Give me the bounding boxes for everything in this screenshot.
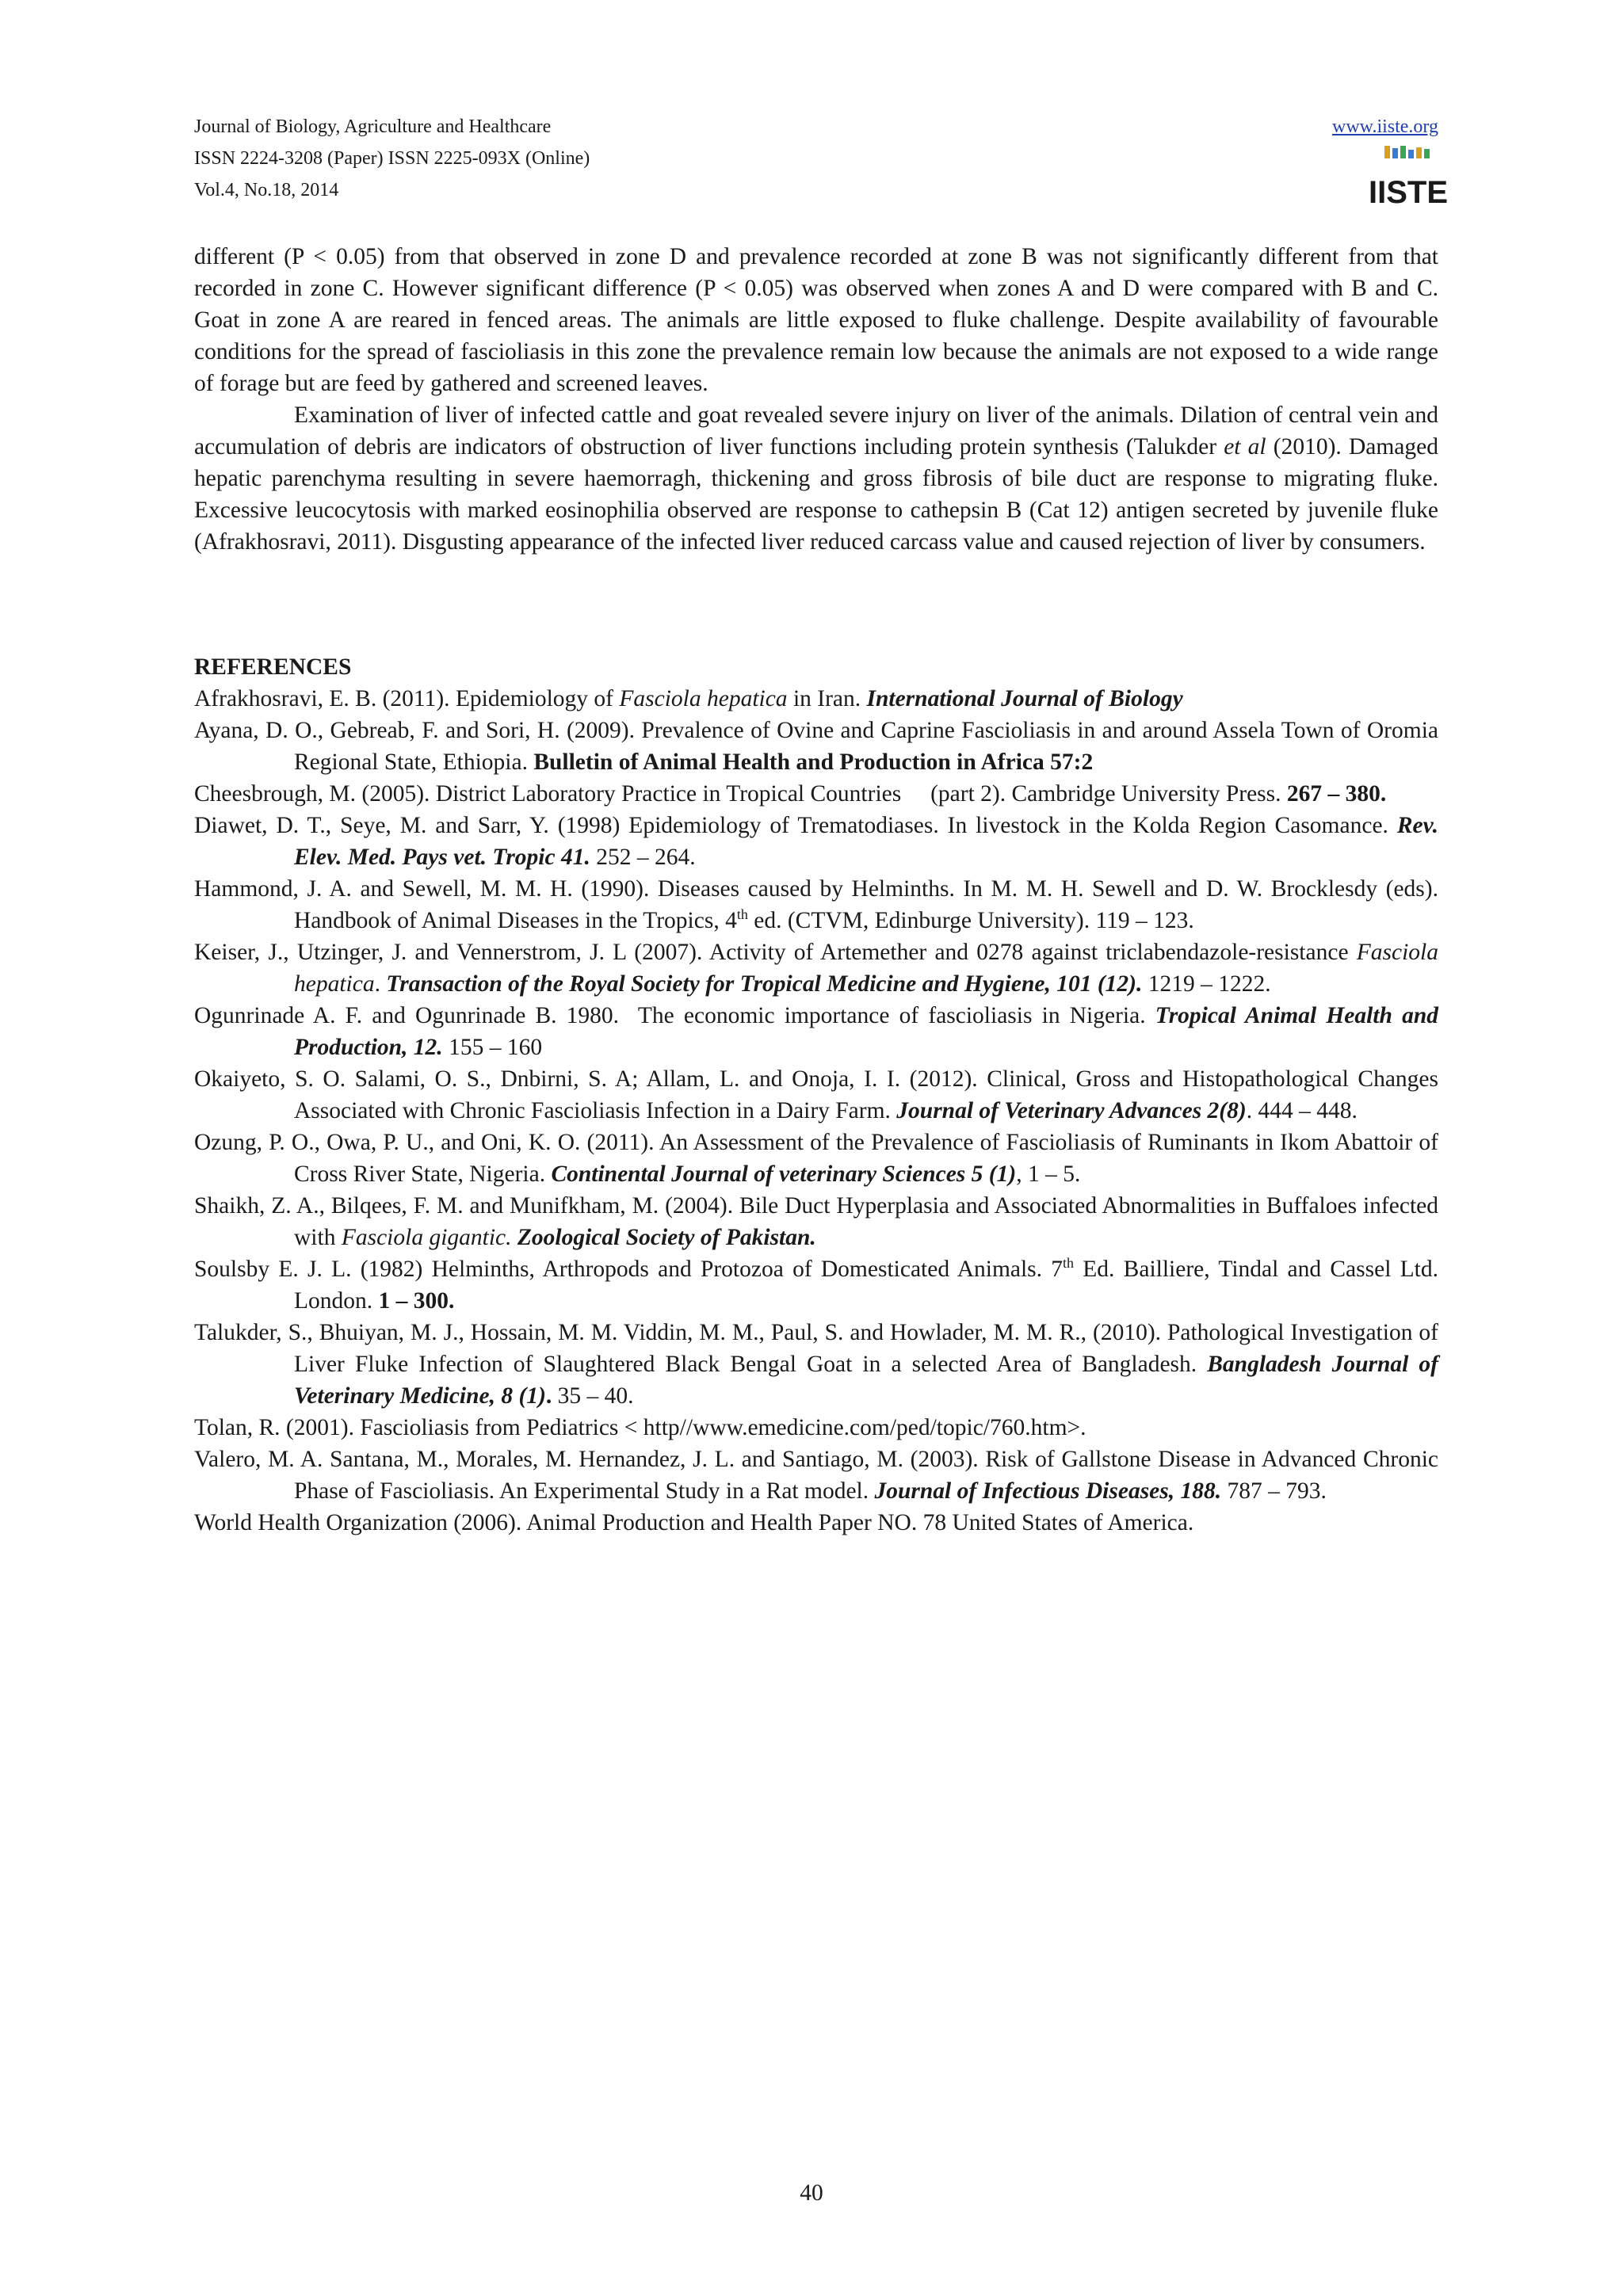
references-list (194, 683, 1438, 1539)
reference-item: Cheesbrough, M. (2005). District Laboratory Practice in Tropical Countries (part 2). Cambridge University Press. 267 – 380. (194, 781, 1387, 807)
reference-item: Ayana, D. O., Gebreab, F. and Sori, H. (2009). Prevalence of Ovine and Caprine Fascioliasis in and around Assela Town of Oromia Regional State, Ethiopia. Bulletin of Animal Health and Production in Africa 57:2 (194, 718, 1438, 775)
journal-header (194, 111, 1449, 214)
paragraph-2-part-b: (2010). Damaged hepatic parenchyma resulting in severe haemorragh, thickening and gross fibrosis of bile duct are response to migrating fluke. Excessive leucocytosis with marked eosinophilia observed are response to cathepsin B (Cat 12) antigen secreted by juvenile fluke (Afrakhosravi, 2011). Disgusting appearance of the infected liver reduced carcass value and caused rejection of liver by consumers. (194, 434, 1438, 555)
body-text (194, 241, 1438, 558)
paragraph-2-emphasis: et al (1224, 434, 1266, 460)
iiste-logo (1368, 146, 1449, 211)
reference-item: Okaiyeto, S. O. Salami, O. S., Dnbirni, S. A; Allam, L. and Onoja, I. I. (2012). Clinical, Gross and Histopathological Changes Associated with Chronic Fascioliasis Infection in a Dairy Farm. Journal of Veterinary Advances 2(8). 444 – 448. (194, 1066, 1438, 1123)
journal-title: Journal of Biology, Agriculture and Healthcare (194, 116, 552, 137)
journal-issn: ISSN 2224-3208 (Paper) ISSN 2225-093X (Online) (194, 148, 590, 169)
reference-item: Keiser, J., Utzinger, J. and Vennerstrom, J. L (2007). Activity of Artemether and 0278 against triclabendazole-resistance Fasciola hepatica. Transaction of the Royal Society for Tropical Medicine and Hygiene, 101 (12). 1219 – 1222. (194, 940, 1438, 997)
reference-item: Ogunrinade A. F. and Ogunrinade B. 1980. The economic importance of fascioliasis in Nigeria. Tropical Animal Health and Production, 12. 155 – 160 (194, 1003, 1439, 1060)
paragraph-2-part-a: Examination of liver of infected cattle and goat revealed severe injury on liver of the animals. Dilation of central vein and accumulation of debris are indicators of obstruction of liver functions including protein synthesis (Talukder (194, 402, 1438, 460)
paragraph-2 (194, 399, 1438, 558)
journal-volume: Vol.4, No.18, 2014 (194, 180, 339, 200)
reference-item: Afrakhosravi, E. B. (2011). Epidemiology of Fasciola hepatica in Iran. International Journal of Biology (194, 686, 1183, 711)
reference-item: Soulsby E. J. L. (1982) Helminths, Arthropods and Protozoa of Domesticated Animals. 7th Ed. Bailliere, Tindal and Cassel Ltd. London. 1 – 300. (194, 1255, 1438, 1314)
reference-item: World Health Organization (2006). Animal Production and Health Paper NO. 78 United States of America. (194, 1510, 1194, 1535)
paragraph-1: different (P < 0.05) from that observed in zone D and prevalence recorded at zone B was not significantly different from that recorded in zone C. However significant difference (P < 0.05) was observed when zones A and D were compared with B and C. Goat in zone A are reared in fenced areas. The animals are little exposed to fluke challenge. Despite availability of favourable conditions for the spread of fascioliasis in this zone the prevalence remain low because the animals are not exposed to a wide range of forage but are feed by gathered and screened leaves. (194, 244, 1438, 396)
reference-item: Tolan, R. (2001). Fascioliasis from Pediatrics < http//www.emedicine.com/ped/topic/760.htm>. (194, 1415, 1086, 1440)
reference-item: Ozung, P. O., Owa, P. U., and Oni, K. O. (2011). An Assessment of the Prevalence of Fascioliasis of Ruminants in Ikom Abattoir of Cross River State, Nigeria. Continental Journal of veterinary Sciences 5 (1), 1 – 5. (194, 1130, 1438, 1187)
logo-text: IISTE (1368, 175, 1449, 210)
reference-item: Talukder, S., Bhuiyan, M. J., Hossain, M. M. Viddin, M. M., Paul, S. and Howlader, M. M. R., (2010). Pathological Investigation of Liver Fluke Infection of Slaughtered Black Bengal Goat in a selected Area of Bangladesh. Bangladesh Journal of Veterinary Medicine, 8 (1). 35 – 40. (194, 1320, 1438, 1409)
references-heading: REFERENCES (194, 654, 352, 680)
page-number: 40 (800, 2180, 823, 2206)
journal-url-link[interactable]: www.iiste.org (1332, 116, 1438, 137)
reference-item: Hammond, J. A. and Sewell, M. M. H. (1990). Diseases caused by Helminths. In M. M. H. Sewell and D. W. Brocklesdy (eds). Handbook of Animal Diseases in the Tropics, 4th ed. (CTVM, Edinburge University). 119 – 123. (194, 876, 1438, 933)
reference-item: Shaikh, Z. A., Bilqees, F. M. and Munifkham, M. (2004). Bile Duct Hyperplasia and Associated Abnormalities in Buffaloes infected with Fasciola gigantic. Zoological Society of Pakistan. (194, 1193, 1438, 1250)
reference-item: Valero, M. A. Santana, M., Morales, M. Hernandez, J. L. and Santiago, M. (2003). Risk of Gallstone Disease in Advanced Chronic Phase of Fascioliasis. An Experimental Study in a Rat model. Journal of Infectious Diseases, 188. 787 – 793. (194, 1447, 1438, 1504)
reference-item: Diawet, D. T., Seye, M. and Sarr, Y. (1998) Epidemiology of Trematodiases. In livestock in the Kolda Region Casomance. Rev. Elev. Med. Pays vet. Tropic 41. 252 – 264. (194, 813, 1438, 870)
